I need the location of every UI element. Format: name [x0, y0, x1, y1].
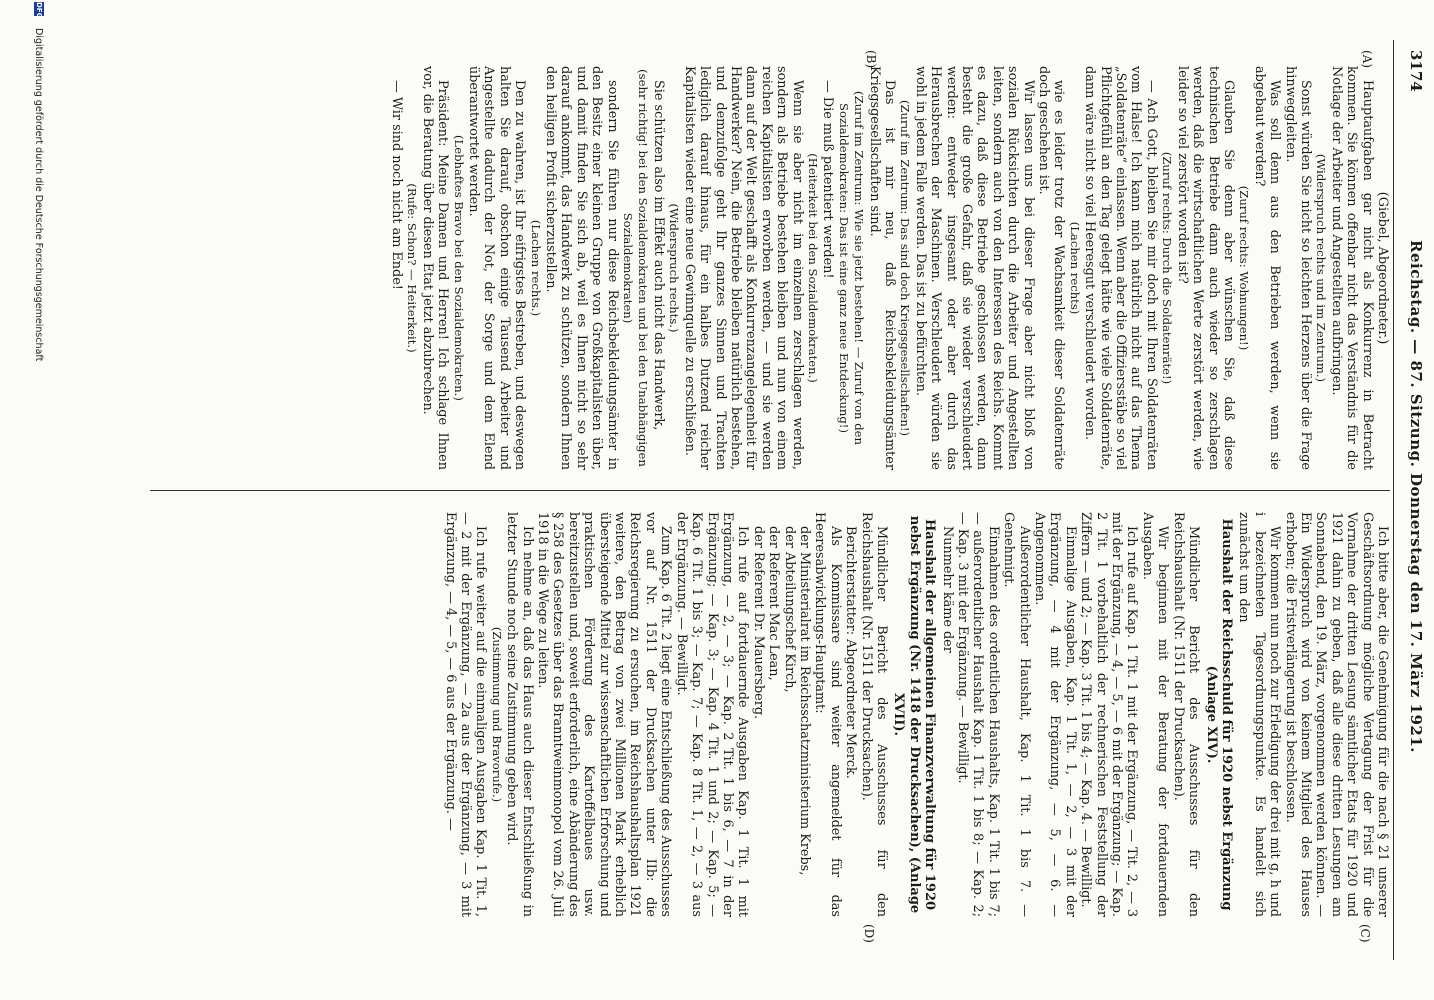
page-header: [1394, 0, 1434, 1000]
paragraph: Wir beginnen mit der Beratung der fortdauernden Ausgaben.: [1139, 512, 1171, 917]
digitization-note-text: Digitalisierung gefördert durch die Deutsche Forschungsgemeinschaft: [33, 28, 44, 362]
right-column: [130, 512, 1390, 917]
header-rule: [1393, 40, 1394, 960]
paragraph: Außerordentlicher Haushalt, Kap. 1 Tit. 1 bis 7. — Genehmigt.: [1001, 512, 1032, 917]
paragraph: — Ach Gott, bleiben Sie mir doch mit Ihren Soldatenräten vom Halse! Ich kann mich natürlich nicht auf das Thema „Soldatenräte“ einlassen. Wenn aber die Offiziersstäbe so viel Pflichtgefühl an den Tag gelegt hätte wie viele Soldatenräte, dann wäre nicht so viel Heeresgut verschleudert worden.: [1082, 66, 1159, 470]
stage-direction: (sehr richtig! bei den Sozialdemokraten und bei den Unabhängigen Sozialdemokraten): [621, 69, 651, 467]
paragraph: Einnahmen des ordentlichen Haushalts, Kap. 1 Tit. 1 bis 7; — außerordentlicher Haushalt Kap. 1 Tit. 1 bis 8; — Kap. 2; — Kap. 3 mit der Ergänzung. — Bewilligt.: [955, 512, 1001, 917]
paragraph: Mündlicher Bericht des Ausschusses für den Reichshaushalt (Nr. 1511 der Drucksachen).: [1170, 512, 1202, 917]
column-divider: [150, 490, 1390, 491]
stage-direction: (Zuruf rechts: Durch die Soldatenräte!): [1160, 151, 1175, 385]
paragraph: Was soll denn aus den Betrieben werden, wenn sie abgebaut werden?: [1251, 66, 1283, 470]
paragraph: — Die muß patentiert werden!: [820, 80, 836, 279]
section-heading: Haushalt der allgemeinen Finanzverwaltung für 1920 nebst Ergänzung (Nr. 1418 der Drucksachen), (Anlage XVII).: [891, 515, 938, 914]
stage-direction: (Heiterkeit bei den Sozialdemokraten.): [805, 153, 820, 383]
paragraph: Das ist mir neu, daß Reichsbekleidungsämter Kriegsgesellschaften sind.: [866, 66, 897, 470]
stage-direction: (Rufe: Schon? — Heiterkeit.): [405, 183, 420, 353]
paragraph: wie es leider trotz der Wachsamkeit dieser Soldatenräte doch geschehen ist.: [1036, 66, 1067, 470]
paragraph: Glauben Sie denn aber wünschen Sie, daß diese technischen Betriebe dann auch wieder so zerschlagen werden, daß die wirtschaftlichen Werte zerstört werden, wie leider so viel zerstört worden ist?: [1174, 66, 1236, 470]
paragraph: Ich rufe weiter auf die einmaligen Ausgaben Kap. 1 Tit. 1, — 2 mit der Ergänzung, — 2a aus der Ergänzung, — 3 mit Ergänzung, — 4, — 5, — 6 aus der Ergänzung. —: [442, 512, 489, 917]
margin-letter-a: (A): [1360, 50, 1374, 69]
stage-direction: (Zuruf im Zentrum: Wie sie jetzt bestehen! — Zuruf von den Sozialdemokraten: Das ist eine ganz neue Entdeckung!): [836, 91, 867, 445]
paragraph: der Ministerialrat im Reichsschatzministerium Krebs,: [796, 526, 812, 876]
speaker-label: (Giebel, Abgeordneter.): [1375, 191, 1390, 345]
paragraph: Wir kommen nun noch zur Erledigung der drei mit g, h und i bezeichneten Tagesordnungspunkte. Es handelt sich zunächst um den: [1236, 512, 1283, 917]
paragraph: Hauptaufgaben gar nicht als Konkurrenz in Betracht kommen. Sie können offenbar nicht das Verständnis für die Notlage der Arbeiter und Angestellten aufbringen.: [1328, 66, 1375, 470]
stage-direction: (Lebhaftes Bravo bei den Sozialdemokraten.): [451, 135, 466, 401]
paragraph: Wenn sie aber nicht im einzelnen zerschlagen werden, sondern als Betriebe bestehen bleiben und nun von einem reichen Kapitalisten erworben werden, — und sie werden dann auf der Welt geschafft als Konkurrenzangelegenheit für Handwerker? Nein, die Betriebe bleiben natürlich bestehen, und demzufolge geht Ihr ganzes Sinnen und Trachten lediglich darauf hinaus, für ein halbes Dutzend reicher Kapitalisten wieder eine neue Gewinnquelle zu erschließen.: [681, 66, 805, 470]
digitization-note: [33, 10, 44, 710]
stage-direction: (Widerspruch rechts und im Zentrum.): [1314, 153, 1329, 383]
paragraph: sondern Sie führen nur diese Reichsbekleidungsämter in den Besitz einer kleinen Gruppe von Großkapitalisten über, und damit finden Sie sich ab, weil es Ihnen nicht so sehr darauf ankommt, das Handwerk zu schützen, sondern Ihnen den heiligen Profit sicherzustellen.: [543, 66, 620, 470]
stage-direction: (Zuruf im Zentrum: Das sind doch Kriegsgesellschaften!): [898, 99, 913, 437]
paragraph: Nunmehr käme der: [939, 526, 955, 653]
paragraph: Ich rufe auf Kap. 1 Tit. 1 mit der Ergänzung, — Tit. 2, — 3 mit der Ergänzung, — 4, — 5, — 6 mit der Ergänzung; — Kap. 2 Tit. 1 vorbehaltlich der rechnerischen Feststellung der Ziffern — und 2; — Kap. 3 Tit. 1 bis 4; — Kap. 4. — Bewilligt.: [1078, 512, 1140, 917]
dfg-logo: DFG: [35, 2, 43, 19]
paragraph: Wir lassen uns bei dieser Frage aber nicht bloß von sozialen Rücksichten durch die Arbeiter und Angestellten leiten, sondern auch von den Interessen des Reichs. Kommt es dazu, daß diese Betriebe geschlossen werden, dann besteht die große Gefahr, daß sie wieder verschleudert werden: entweder insgesamt oder aber durch das Herausbrechen der Maschinen. Verschleudert würden sie wohl in jedem Falle werden. Das ist zu befürchten.: [912, 66, 1036, 470]
paragraph: Zum Kap. 6 Tit. 2 liegt eine Entschließung des Ausschusses vor auf Nr. 1511 der Drucksachen unter IIb: die Reichsregierung zu ersuchen, im Reichshaushaltsplan 1921 weitere, den Betrag von zwei Millionen Mark erheblich übersteigende Mittel zur wissenschaftlichen Erforschung und praktischen Förderung des Kartoffelbaues usw. bereitzustellen und, soweit erforderlich, eine Abänderung des § 258 des Gesetzes über das Branntweinmonopol vom 26. Juli 1918 in die Wege zu leiten.: [535, 512, 674, 917]
paragraph: Ich rufe auf fortdauernde Ausgaben Kap. 1 Tit. 1 mit Ergänzung, — 2, — 3; — Kap. 2 Tit. 1 bis 6, — 7 in der Ergänzung; — Kap. 3; — Kap. 4 Tit. 1 und 2; — Kap. 5; — Kap. 6 Tit. 1 bis 3; — Kap. 7; — Kap. 8 Tit. 1, — 2, — 3 aus der Ergänzung. — Bewilligt.: [673, 512, 751, 917]
paragraph: Ich nehme an, daß das Haus auch dieser Entschließung in letzter Stunde noch seine Zustimmung geben wird.: [504, 512, 535, 917]
stage-direction: (Lachen rechts.): [528, 219, 543, 317]
paragraph: Als Kommissare sind weiter angemeldet für das Heeresabwicklungs-Hauptamt:: [812, 512, 843, 917]
running-title: Reichstag. — 87. Sitzung. Donnerstag den 17. März 1921.: [1407, 240, 1425, 754]
paragraph: Berichterstatter: Abgeordneter Merck.: [843, 526, 859, 779]
paragraph: der Abteilungschef Kirch,: [781, 526, 797, 693]
paragraph: Sie schützen also im Effekt auch nicht das Handwerk,: [650, 80, 666, 431]
stage-direction: (Widerspruch rechts.): [667, 203, 682, 333]
margin-letter-c: (C): [1358, 924, 1372, 943]
paragraph: der Referent Mac Lean,: [766, 526, 782, 681]
paragraph: Präsident: Meine Damen und Herren! Ich schlage Ihnen vor, die Beratung über diesen Etat jetzt abzubrechen.: [419, 66, 451, 470]
stage-direction: (Lachen rechts): [1067, 221, 1082, 315]
paragraph: Sonst würden Sie nicht so leichten Herzens über die Frage hinweggleiten.: [1282, 66, 1313, 470]
paragraph: Einmalige Ausgaben, Kap. 1 Tit. 1, — 2, — 3 mit der Ergänzung, — 4 mit der Ergänzung, — 5, — 6. — Angenommen.: [1032, 512, 1078, 917]
page-number: 3174: [1407, 50, 1425, 92]
left-column: [130, 66, 1390, 470]
margin-letter-d: (D): [862, 924, 876, 943]
paragraph: Den zu wahren, ist Ihr eifrigstes Bestreben, und deswegen halten Sie darauf, obschon einige Tausend Arbeiter und Angestellte dadurch der Not, der Sorge und dem Elend überantwortet werden.: [466, 66, 528, 470]
paragraph: der Referent Dr. Mauersberg.: [750, 526, 766, 720]
section-heading: Haushalt der Reichsschuld für 1920 nebst Ergänzung (Anlage XIV).: [1203, 518, 1234, 911]
paragraph: Ich bitte aber, die Genehmigung für die nach § 21 unserer Geschäftsordnung mögliche Vertagung der Frist für die Vornahme der dritten Lesung sämtlicher Etats für 1920 und 1921 dahin zu geben, daß alle diese dritten Lesungen am Sonnabend, den 19. März, vorgenommen werden können. — Ein Widerspruch wird von keinem Mitglied des Hauses erhoben; die Fristverlängerung ist beschlossen.: [1282, 512, 1390, 917]
stage-direction: (Zuruf rechts: Wohnungen!): [1237, 185, 1252, 351]
paragraph: Mündlicher Bericht des Ausschusses für den Reichshaushalt (Nr. 1511 der Drucksachen).: [858, 512, 889, 917]
margin-letter-b: (B): [864, 50, 878, 69]
paragraph: — Wir sind noch nicht am Ende!: [389, 80, 404, 290]
stage-direction: (Zustimmung und Bravorufe.): [489, 626, 504, 803]
